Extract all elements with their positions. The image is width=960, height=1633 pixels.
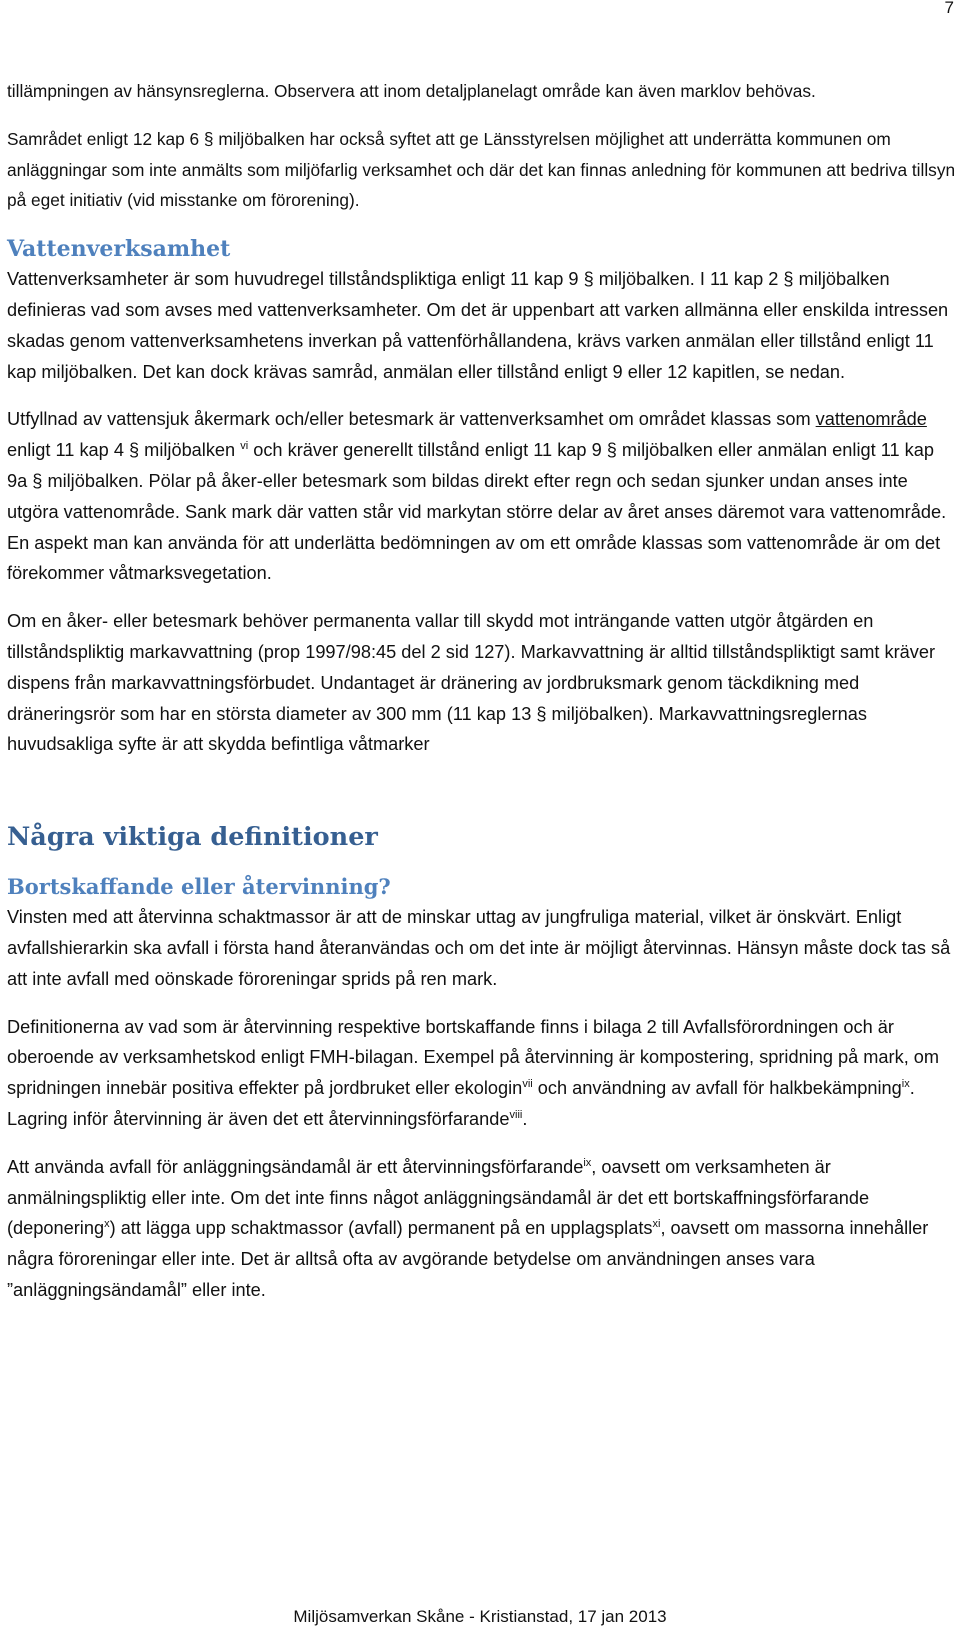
paragraph-anlaggning: Att använda avfall för anläggningsändamål är ett återvinningsförfarande$^{ix}$, oavsett om verksamheten är anmälningspliktig eller inte. Om det inte finns något anläggningsändamål är det ett bortskaffningsförfarande (deponering$^x$) att lägga upp schaktmassor (avfall) permanent på en upplagsplats$^{xi}$, oavsett om massorna innehåller några föroreningar eller inte. Det är alltså ofta av avgörande betydelse om användningen anses vara ”anläggningsändamål” eller inte. [7,1156,929,1300]
paragraph-samrad: Samrådet enligt 12 kap 6 § miljöbalken har också syftet att ge Länsstyrelsen möjlighet att underrätta kommunen om anläggningar som inte anmälts som miljöfarlig verksamhet och där det kan finnas anledning för kommunen att bedriva tillsyn på eget initiativ (vid misstanke om förorening). [7,128,956,211]
paragraph-vinsten: Vinsten med att återvinna schaktmassor är att de minskar uttag av jungfruliga material, vilket är önskvärt. Enligt avfallshierarkin ska avfall i första hand återanvändas och om det inte är möjligt återvinnas. Hänsyn måste dock tas så att inte avfall med oönskade föroreningar sprids på ren mark. [7,907,951,989]
paragraph-definitionerna: Definitionerna av vad som är återvinning respektive bortskaffande finns i bilaga 2 till Avfallsförordningen och är oberoende av verksamhetskod enligt FMH-bilagan. Exempel på återvinning är kompostering, spridning på mark, om spridningen innebär positiva effekter på jordbruket eller ekologin$^{vii}$ och användning av avfall för halkbekämpning$^{ix}$. Lagring inför återvinning är även det ett återvinningsförfarande$^{viii}$. [7,1016,940,1129]
endnote-ref[interactable]: vi [240,440,249,453]
heading-bortskaffande: Bortskaffande eller återvinning? [7,874,391,900]
paragraph-markavvattning: Om en åker- eller betesmark behöver permanenta vallar till skydd mot inträngande vatten utgör åtgärden en tillståndspliktig markavvattning (prop 1997/98:45 del 2 sid 127). Markavvattning är alltid tillståndspliktigt samt kräver dispens från markavvattningsförbudet. Undantaget är dränering av jordbruksmark genom täckdikning med dräneringsrör som har en största diameter av 300 mm (11 kap 13 § miljöbalken). Markavvattningsreglernas huvudsakliga syfte är att skydda befintliga våtmarker [7,611,936,755]
vattenomrade-link[interactable]: vattenområde [815,409,927,430]
endnote-ref[interactable]: xi [652,1218,661,1231]
paragraph-utfyllnad: Utfyllnad av vattensjuk åkermark och/eller betesmark är vattenverksamhet om området klassas som vattenområde enligt 11 kap 4 § miljöbalken $^{vi}$ och kräver generellt tillstånd enligt 11 kap 9 § miljöbalken eller anmälan enligt 11 kap 9a § miljöbalken. Pölar på åker-eller betesmark som bildas direkt efter regn och sedan sjunker undan anses inte utgöra vattenområde. Sank mark där vatten står vid markytan större delar av året anses däremot vara vattenområde. En aspekt man kan använda för att underlätta bedömningen av om ett område klassas som vattenområde är om det förekommer våtmarksvegetation. [7,409,947,584]
endnote-ref[interactable]: ix [583,1156,592,1169]
page-number: 7 [944,0,954,17]
endnote-ref[interactable]: x [104,1218,110,1231]
heading-definitioner: Några viktiga definitioner [7,822,378,853]
endnote-ref[interactable]: ix [901,1078,910,1091]
endnote-ref[interactable]: viii [509,1108,523,1121]
paragraph-vattenverksamheter: Vattenverksamheter är som huvudregel tillståndspliktiga enligt 11 kap 9 § miljöbalken. I 11 kap 2 § miljöbalken definieras vad som avses med vattenverksamheter. Om det är uppenbart att varken allmänna eller enskilda intressen skadas genom vattenverksamhetens inverkan på vattenförhållandena, krävs varken anmälan eller tillstånd enligt 11 kap miljöbalken. Det kan dock krävas samråd, anmälan eller tillstånd enligt 9 eller 12 kapitlen, se nedan. [7,269,949,382]
endnote-ref[interactable]: vii [522,1078,533,1091]
heading-vattenverksamhet: Vattenverksamhet [7,236,231,263]
paragraph-marklov: tillämpningen av hänsynsreglerna. Observera att inom detaljplanelagt område kan även marklov behövas. [7,81,816,101]
page-footer: Miljösamverkan Skåne - Kristianstad, 17 jan 2013 [293,1607,667,1626]
document-body [7,76,957,1306]
